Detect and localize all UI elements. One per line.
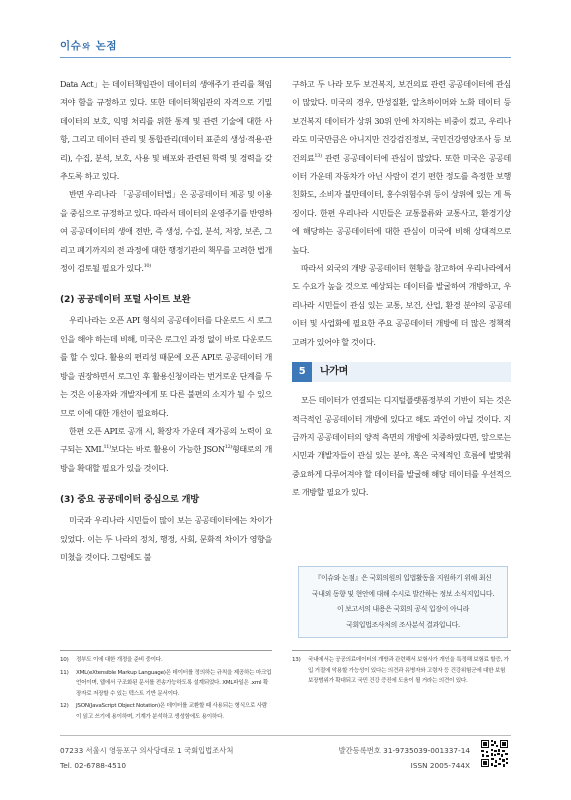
footnote-ref-12[interactable]: 12): [224, 444, 232, 451]
footnotes-right: [292, 655, 511, 689]
footnote-text: XML(eXtensible Markup Language)은 데이터를 정의하는 규칙을 제공하는 마크업 언어이며, 웹에서 구조화된 문서를 전송가능하도록 설계되었다. XML파일은 .xml 확장자로 저장할 수 있는 텍스트 기반 문서이다.: [76, 669, 272, 697]
left-paragraph-4-c: 형태로의 개방을 확대할 필요가 있을 것이다.: [60, 444, 272, 473]
footer-reg-no: 발간등록번호 31-9735039-001337-14: [338, 746, 470, 755]
left-paragraph-2: [60, 185, 272, 277]
right-column: [292, 75, 511, 502]
footnote-11: [60, 668, 272, 700]
footnote-number: 13): [292, 657, 301, 663]
footnote-number: 12): [60, 703, 69, 710]
footnote-rule-left: [60, 650, 272, 651]
right-paragraph-1: [292, 75, 511, 259]
notice-box: [298, 566, 508, 638]
footnotes-left: [60, 655, 272, 725]
right-paragraph-2: 따라서 외국의 개방 공공데이터 현황을 참고하여 우리나라에서도 수요가 높을 것으로 예상되는 데이터를 발굴하여 개방하고, 우리나라 시민들이 관심 있는 교통, 보건, 산업, 환경 분야의 공공데이터 및 사업화에 필요한 주요 공공데이터 개방에 더 많은 정책적 고려가 있어야 할 것이다.: [292, 263, 511, 347]
footnote-13: [292, 655, 511, 687]
section-heading-priority: (3) 중요 공공데이터 중심으로 개방: [60, 494, 199, 506]
chapter-title: 나가며: [312, 362, 511, 382]
footnote-10: [60, 655, 272, 666]
footnote-ref-10[interactable]: 10): [143, 263, 151, 270]
qr-code-icon[interactable]: [480, 739, 509, 768]
section-heading-portal: (2) 공공데이터 포털 사이트 보완: [60, 294, 191, 306]
footer-registration: [300, 743, 470, 773]
left-paragraph-4-a: 한편 오픈 API로 공개 시, 확장자 가운데 재가공의 노력이 요구되는 XML: [60, 425, 272, 455]
footer-rule: [60, 735, 511, 736]
footnote-12: [60, 701, 272, 722]
notice-line-3: 이 보고서의 내용은 국회의 공식 입장이 아니라: [336, 605, 470, 613]
notice-line-2: 국내외 동향 및 현안에 대해 수시로 발간하는 정보 소식지입니다.: [311, 589, 495, 598]
notice-line-1: 『이슈와 논점』은 국회의원의 입법활동을 지원하기 위해 최신: [314, 574, 492, 582]
left-paragraph-5: 미국과 우리나라 시민들이 많이 보는 공공데이터에는 차이가 있었다. 이는 두 나라의 정치, 행정, 사회, 문화적 차이가 영향을 미쳤을 것이다. 그럼에도 불: [60, 515, 272, 562]
left-paragraph-1: Data Act」는 데이터책임관이 데이터의 생애주기 관리를 책임져야 함을 규정하고 있다. 또한 데이터책임관의 자격으로 기밀 데이터의 보호, 익명 처리를 위한 통계 및 관련 기술에 대한 사항, 그리고 데이터 관리 및 통합관리(데이터 표준의 생성·적용·관리), 수집, 분석, 보호, 사용 및 배포와 관련된 학력 및 경력을 갖추도록 하고 있다.: [60, 79, 272, 182]
chapter-number: 5: [292, 362, 312, 382]
footer-tel: Tel. 02-6788-4510: [60, 761, 127, 770]
right-paragraph-1-b: 관련 공공데이터에 관심이 많았다. 또한 미국은 공공데이터 가운데 자동차가 아닌 사람이 걷기 편한 정도를 측정한 보행친화도, 소비자 불만데이터, 홍수위험수위 등이 상위에 있는 게 특징이다. 한편 우리나라 시민들은 교통물류와 교통사고, 환경기상에 해당하는 공공데이터에 대한 관심이 미국에 비해 상대적으로 높다.: [292, 152, 511, 255]
header-rule: [60, 57, 511, 58]
footnote-ref-11[interactable]: 11): [103, 444, 111, 451]
footnote-number: 10): [60, 657, 69, 663]
right-paragraph-3: 모든 데이터가 연결되는 디지털플랫폼정부의 기반이 되는 것은 적극적인 공공데이터 개방에 있다고 해도 과언이 아닐 것이다. 지금까지 공공데이터의 양적 측면의 개방에 치중하였다면, 앞으로는 시민과 개발자들이 관심 있는 분야, 혹은 국제적인 흐름에 발맞춰 중요하게 다루어져야 할 데이터를 발굴해 해당 데이터를 우선적으로 개방할 필요가 있다.: [292, 395, 511, 498]
header-title-c: 논점: [95, 40, 117, 52]
page-header: [0, 0, 571, 62]
header-title-b: 와: [82, 42, 91, 51]
left-column: [60, 75, 272, 566]
left-paragraph-3: 우리나라는 오픈 API 형식의 공공데이터를 다운로드 시 로그인을 해야 하는데 비해, 미국은 로그인 과정 없이 바로 다운로드를 할 수 있다. 활용의 편리성 때문에 오픈 API로 공공데이터 개방을 권장하면서 로그인 후 활용신청이라는 번거로운 단계를 두는 것은 이용자와 개발자에게 또 다른 불편의 소지가 될 수 있으므로 이에 대한 개선이 필요하다.: [60, 315, 272, 418]
header-title-a: 이슈: [60, 40, 82, 52]
notice-line-4: 국회입법조사처의 조사분석 결과입니다.: [346, 620, 460, 629]
footer-issn: ISSN 2005-744X: [410, 761, 470, 770]
footer-address: 07233 서울시 영등포구 의사당대로 1 국회입법조사처: [60, 746, 234, 755]
left-paragraph-4-b: 보다는 바로 활용이 가능한 JSON: [110, 444, 225, 455]
footnote-text: 정부도 이에 대한 개정을 준비 중이다.: [76, 657, 163, 663]
chapter-heading: [292, 362, 511, 382]
footnote-text: JSON(JavaScript Object Notation)은 데이터를 교환할 때 사용되는 형식으로 사람이 읽고 쓰기에 용이하며, 기계가 분석하고 생성함에도 용이하다.: [76, 703, 267, 720]
footnote-text: 국내에서는 공공의료데이터의 개방과 관련해서 보험사가 개인을 특정해 보험료 할증, 가입 거절에 악용할 가능성이 있다는 의견과 유병자와 고령자 등 건강위험군에 대한 보험 보장범위가 확대되고 국민 건강 증진에 도움이 될 거라는 의견이 있다.: [308, 657, 509, 685]
left-paragraph-2-text: 반면 우리나라 「공공데이터법」은 공공데이터 제공 및 이용을 중심으로 규정하고 있다. 따라서 데이터의 운영주기를 반영하여 공공데이터의 생애 전반, 즉 생성, 수집, 분석, 저장, 보존, 그리고 폐기까지의 전 과정에 대한 행정기관의 책무를 고려한 법개정이 검토될 필요가 있다.: [60, 189, 272, 274]
footnote-rule-right: [292, 650, 511, 651]
left-paragraph-4: [60, 422, 272, 477]
footnote-number: 11): [60, 669, 69, 676]
footer-contact: [60, 743, 233, 773]
right-paragraph-1-a: 구하고 두 나라 모두 보건복지, 보건의료 관련 공공데이터에 관심이 많았다. 미국의 경우, 만성질환, 알츠하이머와 노화 데이터 등 보건복지 데이터가 상위 30위 안에 차지하는 비중이 컸고, 우리나라도 미국만큼은 아니지만 건강검진정보, 국민건강영양조사 등 보건의료: [292, 79, 511, 163]
header-title: [60, 38, 117, 53]
footnote-ref-13[interactable]: 13): [314, 152, 322, 159]
